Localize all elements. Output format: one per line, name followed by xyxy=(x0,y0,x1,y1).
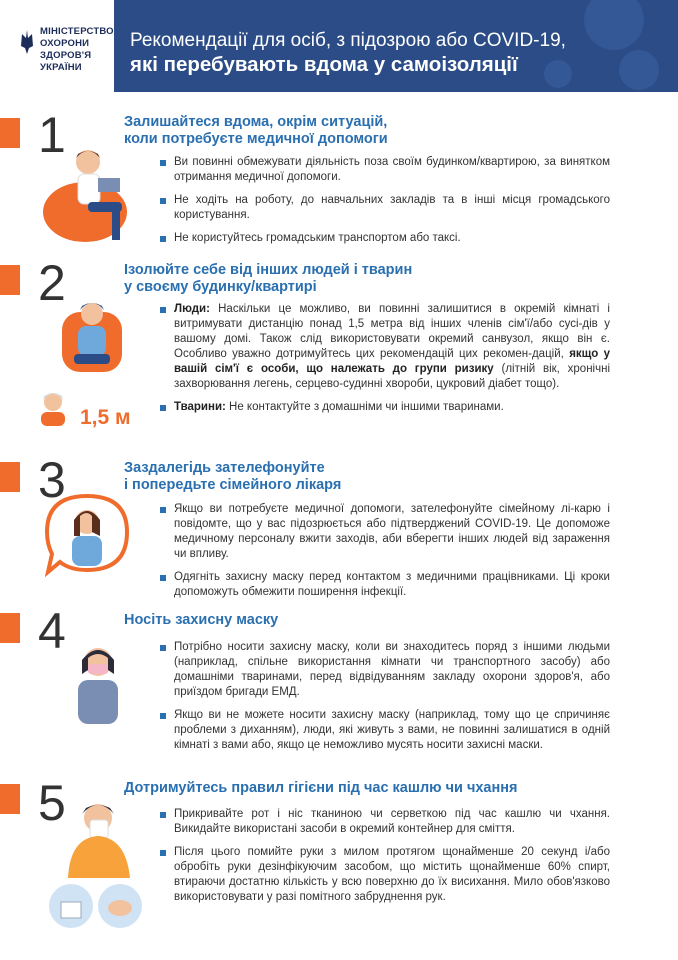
list-item: Після цього помийте руки з милом протягом щонайменше 20 секунд і/або обробіть руки дезінфікуючим засобом, що містить щонайменше 60% спирт, втираючи достатню кількість у всю поверхню до їх висихання. Мило обов'язково використовувати у разі помітного забруднення рук. xyxy=(160,845,610,905)
list-item: Прикривайте рот і ніс тканиною чи серветкою під час кашлю чи чхання. Викидайте використані засоби в окремий контейнер для сміття. xyxy=(160,807,610,837)
list-item: Люди: Наскільки це можливо, ви повинні залишитися в окремій кімнаті і витримувати дистанцію понад 1,5 метра від інших членів сім'ї/або сусі-дів у вашому домі. Також слід використовувати окремий санвузол, якщо він є. Особливо уважно дотримуйтесь цих рекомендацій цих рекомен-дацій, якщо у вашій сім'ї є особи, що належать до групи ризику (літній вік, хронічні захворювання легень, серцево-судинні хвороби, цукровий діабет тощо). xyxy=(160,302,610,392)
section-number: 2 xyxy=(38,255,66,311)
section-marker xyxy=(0,118,20,148)
list-item: Тварини: Не контактуйте з домашніми чи іншими тваринами. xyxy=(160,400,610,415)
ministry-name: МІНІСТЕРСТВО ОХОРОНИ ЗДОРОВ'Я УКРАЇНИ xyxy=(40,26,114,73)
section-number: 4 xyxy=(38,603,66,659)
isolated-person-illustration xyxy=(52,290,132,385)
section-marker xyxy=(0,784,20,814)
distance-label: 1,5 м xyxy=(80,406,131,429)
list-item: Якщо ви не можете носити захисну маску (наприклад, тому що це спричиняє проблеми з диханням), люди, які живуть з вами, не повинні залишатися в одній кімнаті з вами або, якщо це неможливо мусять носити захисні маски. xyxy=(160,708,610,753)
bullet-list xyxy=(160,640,610,761)
list-item: Не ходіть на роботу, до навчальних закладів та в інші місця громадського користування. xyxy=(160,193,610,223)
bullet-list xyxy=(160,155,610,254)
section-heading: Залишайтеся вдома, окрім ситуацій, коли потребуєте медичної допомоги xyxy=(124,114,388,147)
section-number: 5 xyxy=(38,775,66,831)
bullet-list xyxy=(160,807,610,913)
list-item: Якщо ви потребуєте медичної допомоги, зателефонуйте сімейному лі-карю і повідомте, що у вас підозрюється або підтверджений COVID-19. Це допоможе медичному персоналу вжити заходів, аби вберегти інших людей від зараження чи впливу. xyxy=(160,502,610,562)
section-heading: Ізолюйте себе від інших людей і тварин у своєму будинку/квартирі xyxy=(124,262,413,295)
section-marker xyxy=(0,613,20,643)
section-heading: Носіть захисну маску xyxy=(124,612,279,628)
elderly-person-icon xyxy=(36,388,70,426)
section-number: 3 xyxy=(38,452,66,508)
list-item: Одягніть захисну маску перед контактом з медичними працівниками. Ці кроки допоможуть обмежити поширення інфекції. xyxy=(160,570,610,600)
bullet-list xyxy=(160,502,610,608)
section-heading: Дотримуйтесь правил гігієни під час кашлю чи чхання xyxy=(124,780,518,796)
person-on-laptop-illustration xyxy=(40,140,140,245)
phone-call-illustration xyxy=(42,492,132,577)
hygiene-icons xyxy=(48,880,148,930)
section-marker xyxy=(0,462,20,492)
bullet-list xyxy=(160,302,610,423)
list-item: Не користуйтесь громадським транспортом або таксі. xyxy=(160,231,610,246)
section-marker xyxy=(0,265,20,295)
sneezing-person-illustration xyxy=(50,796,150,878)
list-item: Потрібно носити захисну маску, коли ви знаходитесь поряд з іншими людьми (наприклад, спільне використання кімнати чи транспортного засобу) або домашніми тваринами, перед відвідуванням закладу охорони здоров'я, або приїздом бригади ЕМД. xyxy=(160,640,610,700)
page-title-line2: які перебувають вдома у самоізоляції xyxy=(130,53,518,76)
trident-icon xyxy=(20,30,34,54)
masked-person-illustration xyxy=(68,640,128,725)
page-title-line1: Рекомендації для осіб, з підозрою або COVID-19, xyxy=(130,30,566,51)
section-number: 1 xyxy=(38,107,66,163)
header xyxy=(0,0,678,92)
section-heading: Заздалегідь зателефонуйте і попередьте сімейного лікаря xyxy=(124,460,342,493)
ministry-logo xyxy=(0,0,114,92)
list-item: Ви повинні обмежувати діяльність поза своїм будинком/квартирою, за винятком отримання медичної допомоги. xyxy=(160,155,610,185)
